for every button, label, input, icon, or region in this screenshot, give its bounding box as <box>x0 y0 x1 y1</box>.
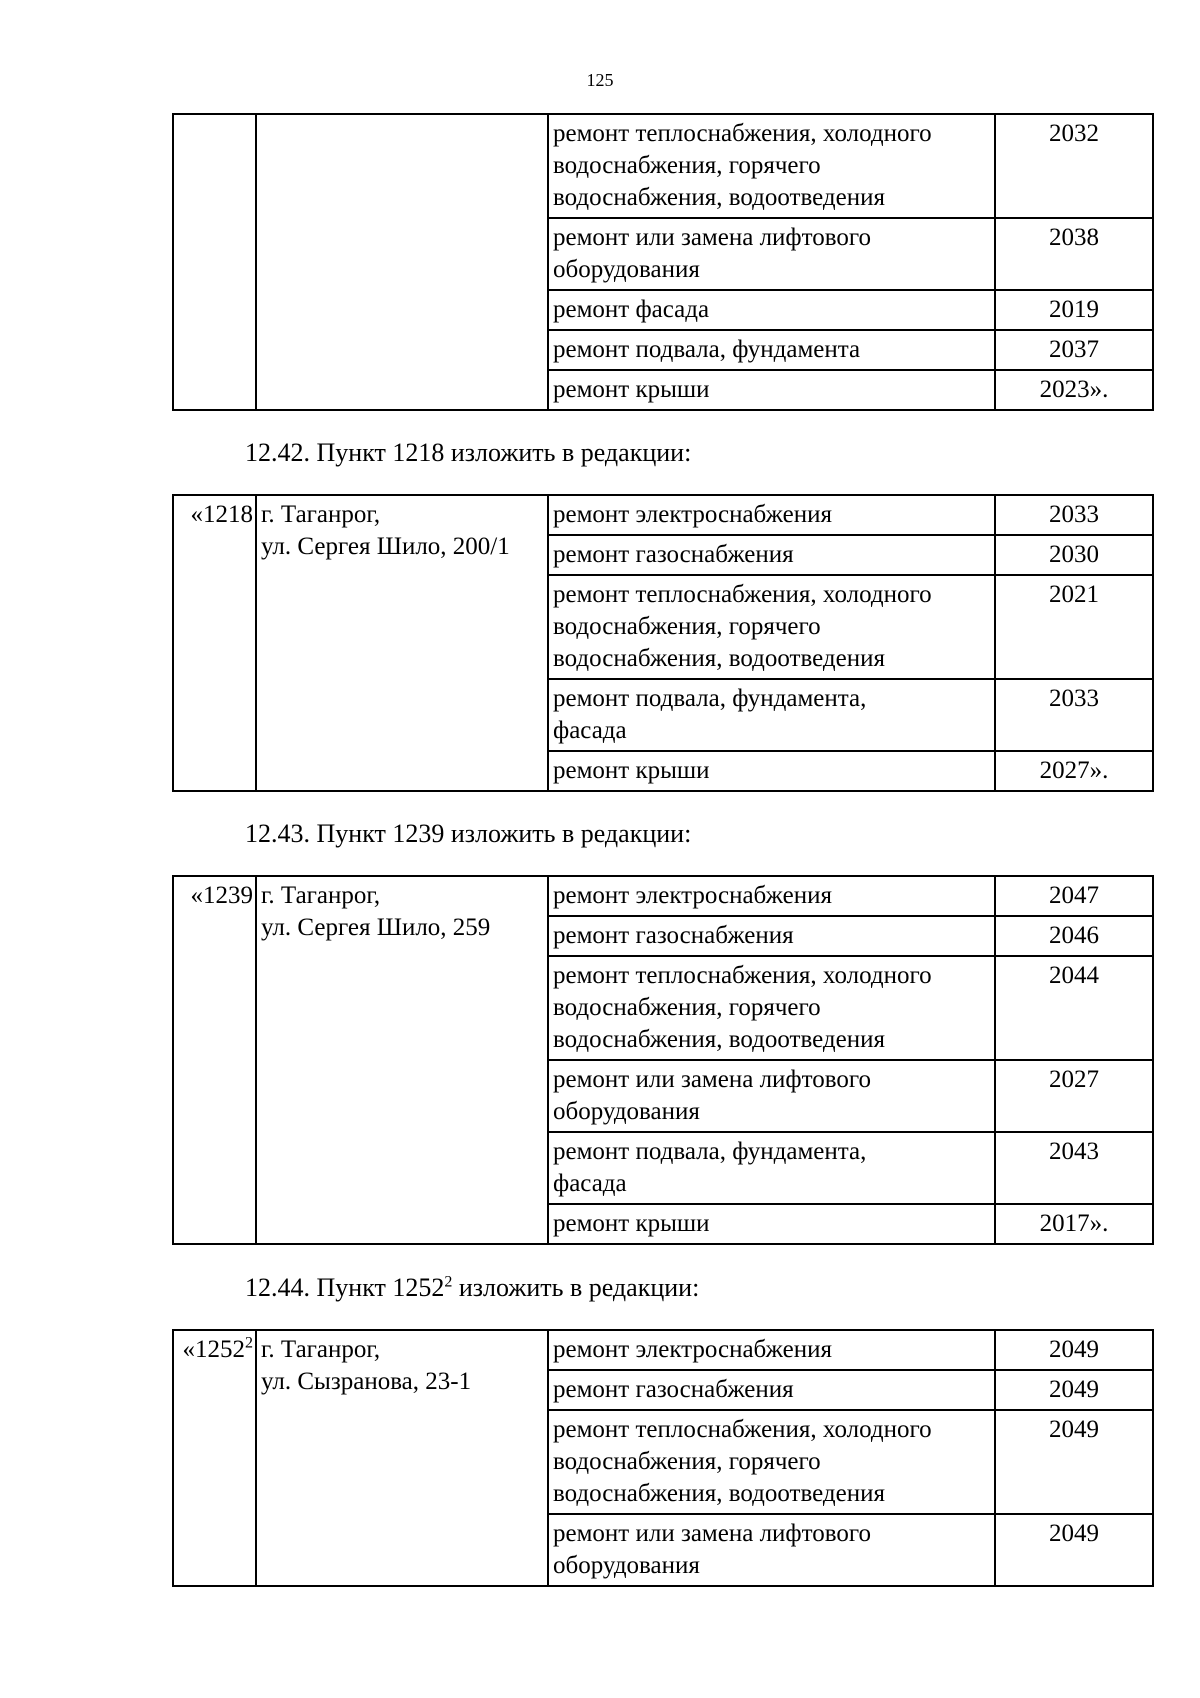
year-cell: 2019 <box>995 290 1153 330</box>
year-cell: 2017». <box>995 1204 1153 1244</box>
heading-text: 12.44. Пункт 1252 <box>245 1273 445 1302</box>
item-table-1239 <box>172 875 1154 1245</box>
item-number-cell: «1218 <box>173 495 256 791</box>
year-cell: 2047 <box>995 876 1153 916</box>
work-cell: ремонт подвала, фундамента, фасада <box>548 1132 995 1204</box>
year-cell: 2032 <box>995 114 1153 218</box>
year-cell: 2038 <box>995 218 1153 290</box>
year-cell: 2049 <box>995 1410 1153 1514</box>
year-cell: 2027 <box>995 1060 1153 1132</box>
item-table-1252-2 <box>172 1329 1154 1587</box>
work-cell: ремонт фасада <box>548 290 995 330</box>
work-cell: ремонт газоснабжения <box>548 1370 995 1410</box>
work-cell: ремонт крыши <box>548 1204 995 1244</box>
year-cell: 2043 <box>995 1132 1153 1204</box>
table-row <box>173 495 1153 535</box>
year-cell: 2049 <box>995 1370 1153 1410</box>
work-cell: ремонт крыши <box>548 370 995 410</box>
address-cell <box>256 114 548 410</box>
year-cell: 2027». <box>995 751 1153 791</box>
item-number-cell <box>173 1330 256 1586</box>
address-cell: г. Таганрог, ул. Сергея Шило, 200/1 <box>256 495 548 791</box>
year-cell: 2049 <box>995 1514 1153 1586</box>
item-superscript: 2 <box>245 1334 253 1352</box>
item-number-cell: «1239 <box>173 876 256 1244</box>
address-cell: г. Таганрог, ул. Сергея Шило, 259 <box>256 876 548 1244</box>
work-cell: ремонт подвала, фундамента <box>548 330 995 370</box>
heading-text: изложить в редакции: <box>452 1273 700 1302</box>
item-table-1218 <box>172 494 1154 792</box>
page-number: 125 <box>586 70 614 90</box>
work-cell: ремонт крыши <box>548 751 995 791</box>
work-cell: ремонт теплоснабжения, холодного водоснабжения, горячего водоснабжения, водоотведения <box>548 575 995 679</box>
table-row <box>173 1330 1153 1370</box>
year-cell: 2049 <box>995 1330 1153 1370</box>
item-number-cell <box>173 114 256 410</box>
year-cell: 2033 <box>995 679 1153 751</box>
address-cell: г. Таганрог, ул. Сызранова, 23-1 <box>256 1330 548 1586</box>
work-cell: ремонт теплоснабжения, холодного водоснабжения, горячего водоснабжения, водоотведения <box>548 1410 995 1514</box>
year-cell: 2023». <box>995 370 1153 410</box>
year-cell: 2046 <box>995 916 1153 956</box>
work-cell: ремонт газоснабжения <box>548 916 995 956</box>
section-heading <box>245 1272 699 1304</box>
work-cell: ремонт теплоснабжения, холодного водоснабжения, горячего водоснабжения, водоотведения <box>548 114 995 218</box>
work-cell: ремонт теплоснабжения, холодного водоснабжения, горячего водоснабжения, водоотведения <box>548 956 995 1060</box>
work-cell: ремонт газоснабжения <box>548 535 995 575</box>
table-row <box>173 876 1153 916</box>
continuation-table <box>172 113 1154 411</box>
year-cell: 2033 <box>995 495 1153 535</box>
year-cell: 2037 <box>995 330 1153 370</box>
year-cell: 2044 <box>995 956 1153 1060</box>
heading-superscript: 2 <box>444 1273 453 1291</box>
work-cell: ремонт электроснабжения <box>548 876 995 916</box>
section-heading: 12.42. Пункт 1218 изложить в редакции: <box>245 438 692 467</box>
table-row <box>173 114 1153 218</box>
year-cell: 2030 <box>995 535 1153 575</box>
section-heading: 12.43. Пункт 1239 изложить в редакции: <box>245 819 692 848</box>
work-cell: ремонт или замена лифтового оборудования <box>548 1514 995 1586</box>
work-cell: ремонт или замена лифтового оборудования <box>548 218 995 290</box>
work-cell: ремонт подвала, фундамента, фасада <box>548 679 995 751</box>
work-cell: ремонт электроснабжения <box>548 495 995 535</box>
item-number: «1252 <box>182 1336 245 1363</box>
work-cell: ремонт или замена лифтового оборудования <box>548 1060 995 1132</box>
work-cell: ремонт электроснабжения <box>548 1330 995 1370</box>
year-cell: 2021 <box>995 575 1153 679</box>
